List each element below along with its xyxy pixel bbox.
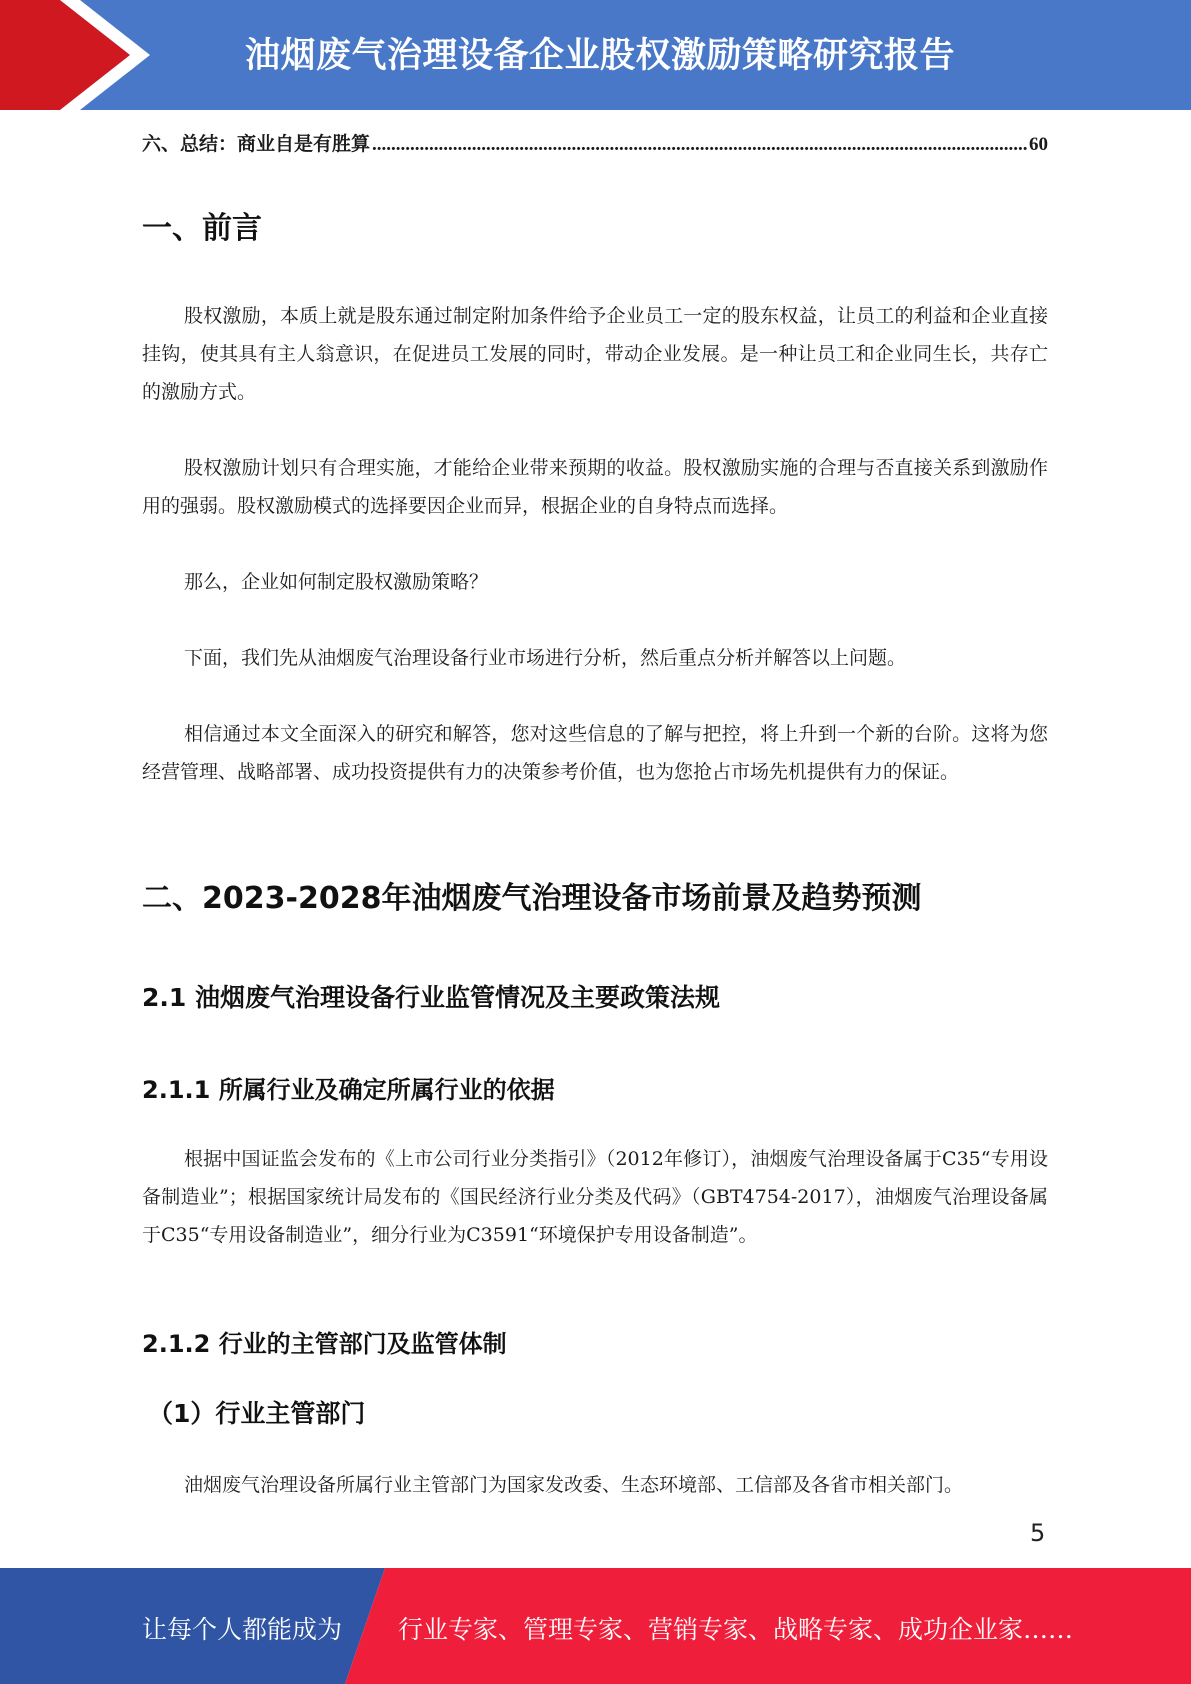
section-heading-forecast: 二、2023-2028年油烟废气治理设备市场前景及趋势预测 [142,881,922,916]
toc-dot-leader [372,134,1027,156]
toc-entry-label: 六、总结：商业自是有胜算 [142,134,371,155]
report-title: 油烟废气治理设备企业股权激励策略研究报告 [245,36,956,76]
subsection-heading-2-1: 2.1 油烟废气治理设备行业监管情况及主要政策法规 [142,983,720,1012]
subsection-heading-dept: （1）行业主管部门 [148,1399,366,1428]
subsection-heading-2-1-2: 2.1.2 行业的主管部门及监管体制 [142,1330,507,1358]
paragraph-2-1-1: 根据中国证监会发布的《上市公司行业分类指引》（2012年修订），油烟废气治理设备属于C35“专用设备制造业”；根据国家统计局发布的《国民经济行业分类及代码》（GBT4754-2017），油烟废气治理设备属于C35“专用设备制造业”，细分行业为C3591“环境保护专用设备制造”。 [142,1148,1048,1246]
paragraph-dept: 油烟废气治理设备所属行业主管部门为国家发改委、生态环境部、工信部及各省市相关部门。 [184,1474,964,1496]
toc-entry-page: 60 [1029,134,1048,155]
footer-slogan-right: 行业专家、管理专家、营销专家、战略专家、成功企业家…… [398,1615,1074,1644]
intro-paragraph-5: 相信通过本文全面深入的研究和解答，您对这些信息的了解与把控，将上升到一个新的台阶。这将为您经营管理、战略部署、成功投资提供有力的决策参考价值，也为您抢占市场先机提供有力的保证。 [142,723,1048,783]
section-heading-intro: 一、前言 [142,211,262,246]
subsection-heading-2-1-1: 2.1.1 所属行业及确定所属行业的依据 [142,1076,555,1104]
intro-paragraph-3: 那么，企业如何制定股权激励策略？ [184,571,489,593]
toc-entry[interactable] [142,129,1048,159]
footer-banner [0,1568,1191,1684]
footer-slogan-left: 让每个人都能成为 [142,1615,343,1644]
red-chevron-decoration [0,0,160,110]
intro-paragraph-1: 股权激励，本质上就是股东通过制定附加条件给予企业员工一定的股东权益，让员工的利益和企业直接挂钩，使其具有主人翁意识，在促进员工发展的同时，带动企业发展。是一种让员工和企业同生长，共存亡的激励方式。 [142,305,1048,403]
intro-paragraph-4: 下面，我们先从油烟废气治理设备行业市场进行分析，然后重点分析并解答以上问题。 [184,647,907,669]
header-banner [0,0,1191,110]
intro-paragraph-2: 股权激励计划只有合理实施，才能给企业带来预期的收益。股权激励实施的合理与否直接关系到激励作用的强弱。股权激励模式的选择要因企业而异，根据企业的自身特点而选择。 [142,457,1048,517]
page-number: 5 [1030,1519,1046,1547]
